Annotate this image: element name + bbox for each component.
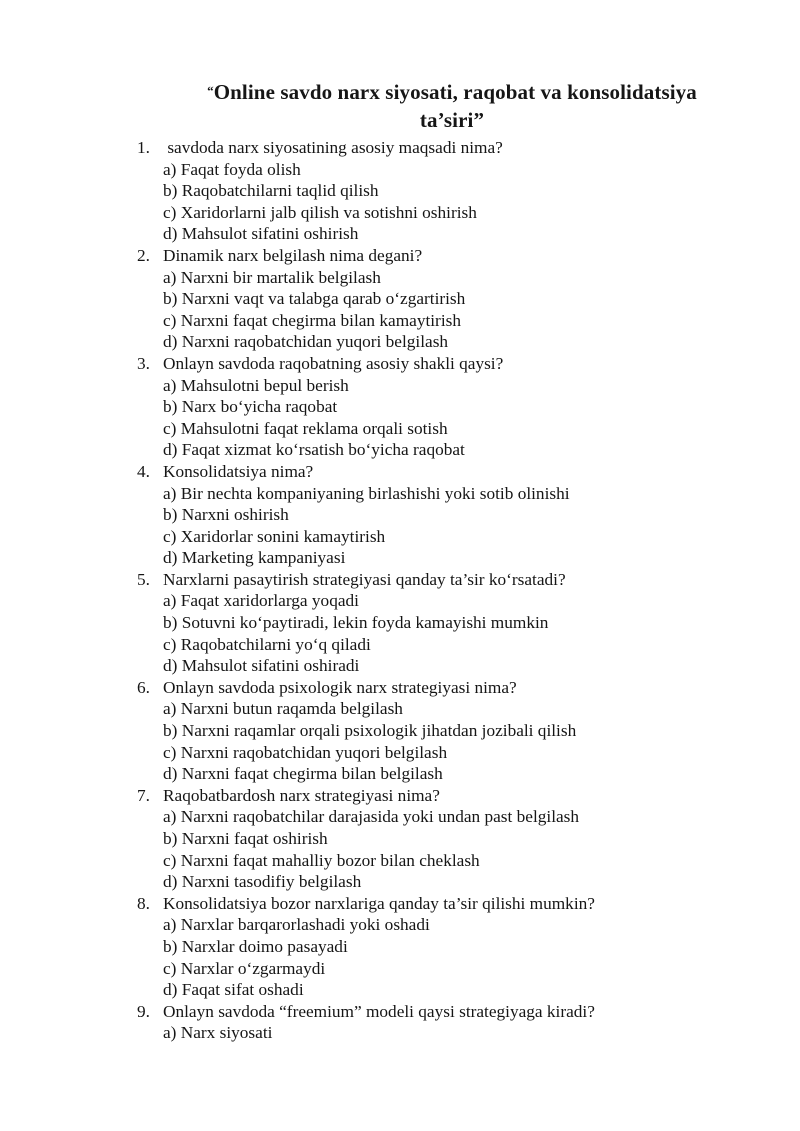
question-number: 7. [137, 785, 150, 805]
question-item [104, 569, 800, 677]
question-number: 9. [137, 1001, 150, 1021]
answer-option: a) Narxni raqobatchilar darajasida yoki undan past belgilash [163, 807, 580, 827]
question-number: 3. [137, 353, 150, 373]
question-number: 6. [137, 677, 150, 697]
title-line2: ta’siri” [419, 108, 485, 132]
question-text: Konsolidatsiya bozor narxlariga qanday ta’sir qilishi mumkin? [163, 893, 595, 913]
page-title [104, 77, 800, 134]
question-text: Dinamik narx belgilash nima degani? [163, 245, 423, 265]
answer-option: b) Narxni faqat oshirish [163, 829, 328, 848]
question-number: 4. [137, 461, 150, 481]
answer-option: d) Faqat sifat oshadi [163, 980, 304, 1000]
question-text: Konsolidatsiya nima? [163, 461, 314, 481]
question-line [104, 569, 800, 591]
question-number: 8. [137, 893, 150, 913]
question-number: 2. [137, 245, 150, 265]
answer-option: b) Narxlar doimo pasayadi [163, 936, 348, 956]
answer-option: d) Mahsulot sifatini oshirish [163, 224, 359, 244]
answer-option: a) Narxni butun raqamda belgilash [163, 699, 403, 719]
question-item [104, 461, 800, 569]
answer-option: c) Narxni raqobatchidan yuqori belgilash [163, 742, 448, 762]
answer-option: c) Xaridorlarni jalb qilish va sotishni oshirish [163, 202, 477, 222]
answer-option: a) Bir nechta kompaniyaning birlashishi yoki sotib olinishi [163, 483, 570, 503]
question-item [104, 893, 800, 1001]
answer-option: b) Narx bo‘yicha raqobat [163, 397, 338, 417]
question-line [104, 353, 800, 375]
title-line1: Online savdo narx siyosati, raqobat va konsolidatsiya [213, 80, 697, 104]
answer-option: c) Raqobatchilarni yo‘q qiladi [163, 634, 371, 654]
question-text: Onlayn savdoda psixologik narx strategiyasi nima? [163, 677, 517, 697]
answer-option: c) Narxlar o‘zgarmaydi [163, 958, 326, 978]
answer-option: c) Narxni faqat chegirma bilan kamaytirish [163, 310, 461, 330]
answer-option: b) Narxni oshirish [163, 505, 289, 525]
question-text: Raqobatbardosh narx strategiyasi nima? [163, 785, 440, 805]
question-number: 5. [137, 569, 150, 589]
question-item [104, 137, 800, 245]
answer-option: c) Mahsulotni faqat reklama orqali sotish [163, 418, 448, 438]
question-line [104, 785, 800, 807]
answer-option: d) Faqat xizmat ko‘rsatish bo‘yicha raqobat [163, 440, 465, 460]
answer-option: b) Narxni raqamlar orqali psixologik jihatdan jozibali qilish [163, 721, 577, 741]
answer-option: b) Raqobatchilarni taqlid qilish [163, 181, 379, 201]
answer-option: c) Xaridorlar sonini kamaytirish [163, 526, 386, 546]
answer-option: d) Narxni faqat chegirma bilan belgilash [163, 764, 443, 784]
answer-option: c) Narxni faqat mahalliy bozor bilan cheklash [163, 850, 480, 870]
answer-option: b) Sotuvni ko‘paytiradi, lekin foyda kamayishi mumkin [163, 613, 549, 633]
question-line [104, 893, 800, 915]
quiz-body [104, 137, 800, 1044]
question-line [104, 461, 800, 483]
answer-option: a) Mahsulotni bepul berish [163, 375, 349, 395]
answer-option: d) Narxni tasodifiy belgilash [163, 872, 362, 892]
question-item [104, 353, 800, 461]
question-item [104, 1001, 800, 1044]
question-text: Narxlarni pasaytirish strategiyasi qanday ta’sir ko‘rsatadi? [163, 569, 566, 589]
answer-option: a) Narx siyosati [163, 1023, 273, 1043]
title-open-quote: “ [207, 83, 214, 98]
question-line [104, 677, 800, 699]
answer-option: a) Faqat foyda olish [163, 159, 301, 179]
answer-option: d) Marketing kampaniyasi [163, 548, 346, 568]
answer-option: b) Narxni vaqt va talabga qarab o‘zgartirish [163, 289, 466, 309]
answer-option: d) Narxni raqobatchidan yuqori belgilash [163, 332, 449, 352]
question-item [104, 245, 800, 353]
question-line [104, 1001, 800, 1023]
question-number: 1. [137, 138, 150, 157]
answer-option: a) Faqat xaridorlarga yoqadi [163, 591, 359, 611]
question-text: Onlayn savdoda “freemium” modeli qaysi strategiyaga kiradi? [163, 1001, 595, 1021]
question-text: savdoda narx siyosatining asosiy maqsadi nima? [163, 138, 503, 157]
question-line [104, 137, 800, 159]
question-item [104, 677, 800, 785]
question-text: Onlayn savdoda raqobatning asosiy shakli qaysi? [163, 353, 504, 373]
question-item [104, 785, 800, 893]
question-line [104, 245, 800, 267]
answer-option: a) Narxlar barqarorlashadi yoki oshadi [163, 915, 430, 935]
answer-option: a) Narxni bir martalik belgilash [163, 267, 381, 287]
answer-option: d) Mahsulot sifatini oshiradi [163, 656, 360, 676]
